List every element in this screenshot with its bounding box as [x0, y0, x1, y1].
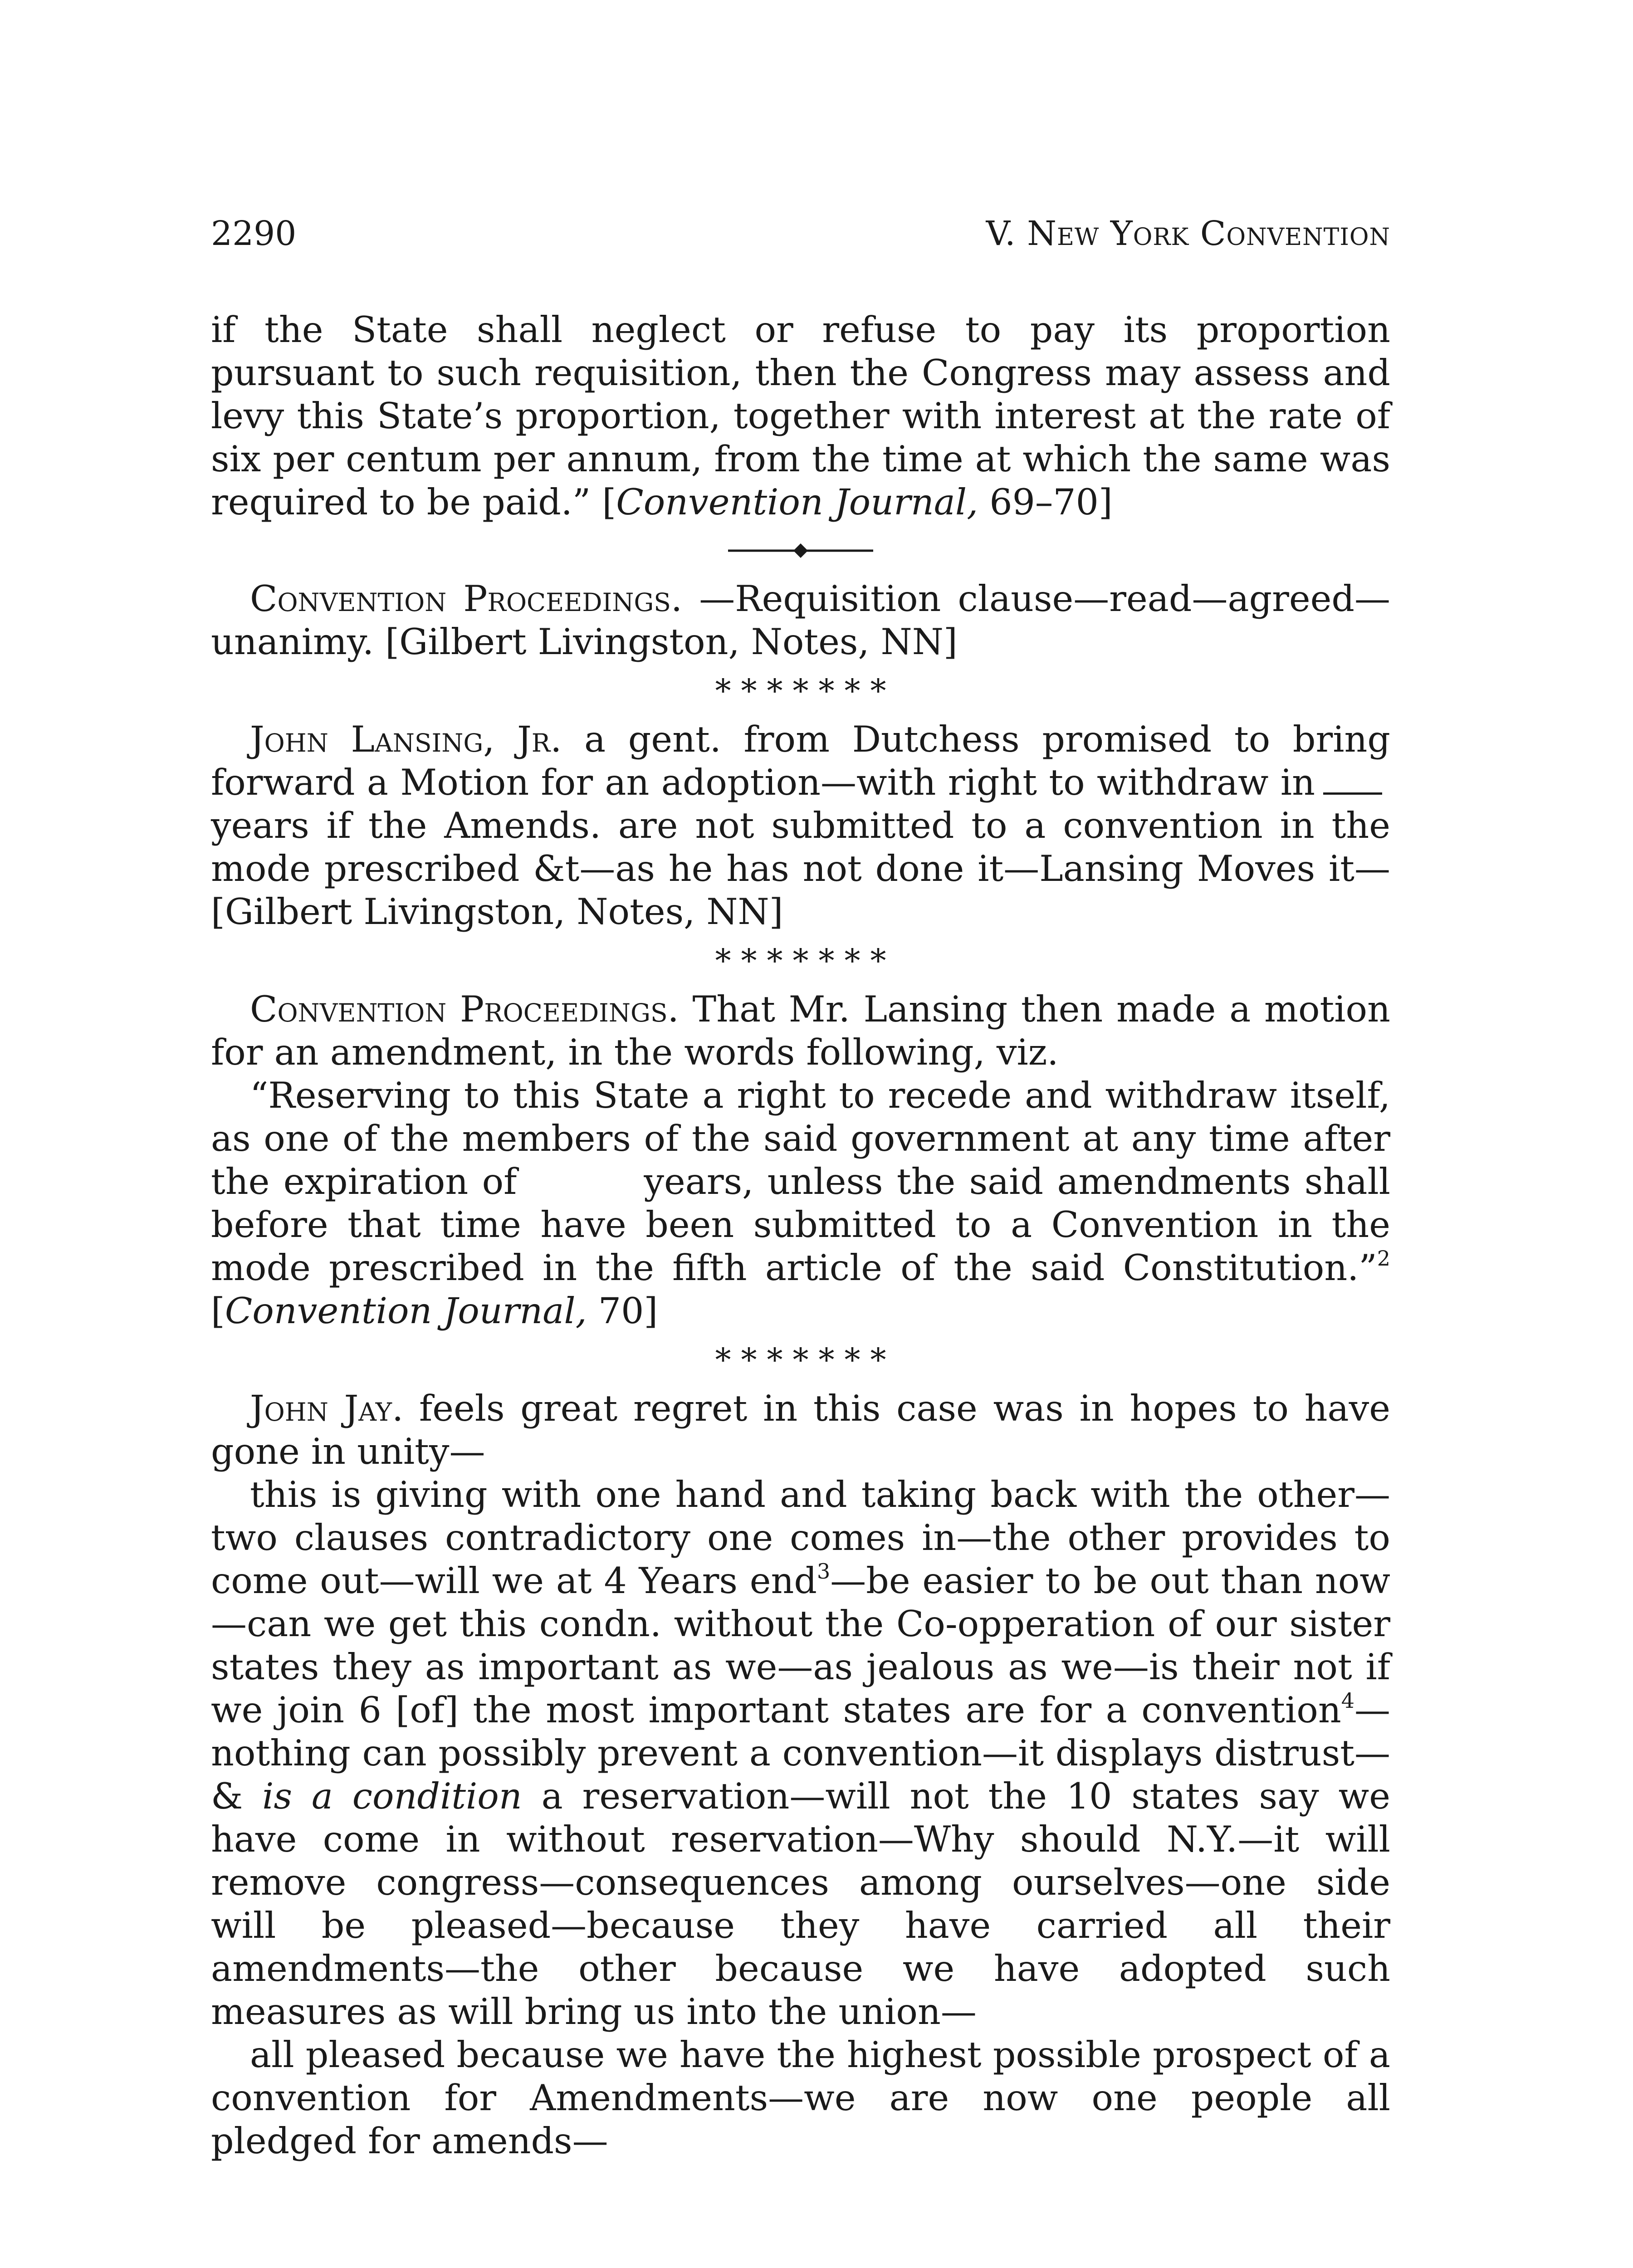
paragraph-jay-conclusion — [211, 2033, 1390, 2163]
paragraph-jay-argument — [211, 1473, 1390, 2033]
paragraph-text: —be easier to be out than now—can we get this condn. without the Co-opperation of our sister states they as important as we—as jealous as we—is their not if we join 6 [of] the most important states are for a convention — [211, 1560, 1390, 1731]
paragraph-lansing — [211, 718, 1390, 934]
footnote-marker: 4 — [1341, 1688, 1354, 1713]
paragraph-text: years if the Amends. are not submitted to a convention in the mode prescribed &t—as he has not done it—Lansing Moves it— [Gilbert Livingston, Notes, NN] — [211, 805, 1390, 933]
paragraph-convention-proceedings-1 — [211, 577, 1390, 664]
asterism-separator: ******* — [715, 1341, 896, 1378]
running-head: V. New York Convention — [986, 214, 1390, 253]
paragraph-text: “Reserving to this State a right to recede and withdraw itself, as one of the members of the said government at any time after the expiration of — [211, 1075, 1390, 1202]
paragraph-text: a reservation—will not the 10 states say we have come in without reservation—Why should N.Y.—it will remove congress—consequences among ourselves—one side will be pleased—because they have carried all their amendments—the other because we have adopted such measures as will bring us into the union— — [211, 1775, 1390, 2033]
paragraph-requisition-text — [211, 308, 1390, 524]
citation-pages: 69–70] — [978, 481, 1113, 523]
paragraph-text: years, unless the said amendments shall before that time have been submitted to a Convention in the mode prescribed in the fifth article of the said Constitution.” — [211, 1161, 1390, 1289]
paragraph-text: a gent. from Dutchess promised to bring forward a Motion for an adoption—with right to withdraw in — [211, 719, 1390, 803]
paragraph-text: all pleased because we have the highest possible prospect of a convention for Amendments—we are now one people all pledged for amends— — [211, 2034, 1390, 2162]
speaker-label: Convention Proceedings. — [250, 988, 679, 1030]
blank-line — [1323, 792, 1382, 795]
paragraph-text: if the State shall neglect or refuse to pay its proportion pursuant to such requisition, then the Congress may assess and levy this State’s proportion, together with interest at the rate of six per centum per annum, from the time at which the same was required to be paid.” — [211, 309, 1390, 523]
paragraph-convention-proceedings-2 — [211, 988, 1390, 1074]
paragraph-text: feels great regret in this case was in hopes to have gone in unity— — [211, 1388, 1390, 1472]
citation-source: Convention Journal, — [616, 481, 978, 523]
page-body — [211, 308, 1390, 2163]
paragraph-text: That Mr. Lansing then made a motion for an amendment, in the words following, viz. — [211, 988, 1390, 1073]
asterism-separator: ******* — [715, 942, 896, 979]
citation-bracket: [ — [602, 481, 616, 523]
diamond-rule-icon — [728, 542, 873, 560]
paragraph-text: —nothing can possibly prevent a convention—it displays distrust—& — [211, 1689, 1390, 1817]
speaker-label: Convention Proceedings. — [250, 578, 683, 620]
footnote-marker: 3 — [816, 1559, 831, 1584]
page-header — [211, 214, 1390, 253]
citation-bracket: [ — [211, 1290, 225, 1332]
asterism-separator: ******* — [715, 672, 896, 709]
footnote-marker: 2 — [1377, 1246, 1390, 1271]
paragraph-text: —Requisition clause—read—agreed—unanimy. [Gilbert Livingston, Notes, NN] — [211, 578, 1390, 663]
citation-source: Convention Journal, — [225, 1290, 587, 1332]
citation-pages: 70] — [587, 1290, 658, 1332]
paragraph-amendment-quote — [211, 1074, 1390, 1333]
speaker-label: John Lansing, Jr. — [250, 719, 562, 760]
section-ornament — [211, 526, 1390, 576]
page-number: 2290 — [211, 214, 297, 253]
emphasis-text: is a condition — [262, 1775, 522, 1817]
speaker-label: John Jay. — [250, 1388, 404, 1429]
paragraph-jay-intro — [211, 1387, 1390, 1473]
paragraph-text: this is giving with one hand and taking back with the other—two clauses contradictory one comes in—the other provides to come out—will we at 4 Years end — [211, 1474, 1390, 1602]
